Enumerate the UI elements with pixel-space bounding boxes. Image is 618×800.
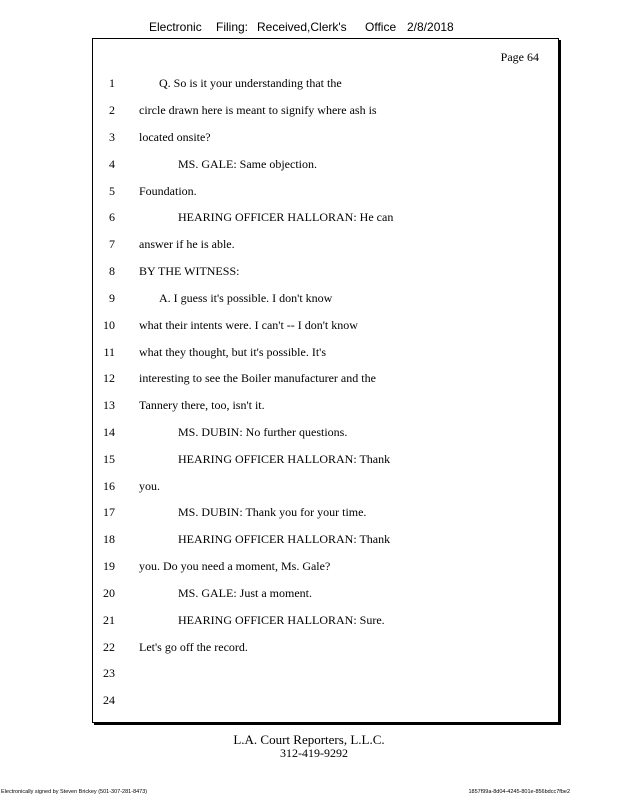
line-text: Foundation. bbox=[139, 184, 197, 198]
line-text: located onsite? bbox=[139, 130, 211, 144]
line-number: 12 bbox=[103, 371, 115, 385]
line-number: 2 bbox=[109, 103, 115, 117]
line-text: what their intents were. I can't -- I don't know bbox=[139, 318, 358, 332]
line-number: 1 bbox=[109, 76, 115, 90]
line-text: MS. DUBIN: No further questions. bbox=[178, 425, 348, 439]
line-number: 19 bbox=[103, 559, 115, 573]
line-text: you. bbox=[139, 479, 160, 493]
stamp-office: Office bbox=[365, 20, 397, 34]
transcript-page bbox=[92, 38, 559, 723]
stamp-electronic: Electronic bbox=[149, 20, 202, 34]
stamp-date: 2/8/2018 bbox=[407, 20, 454, 34]
electronic-signature: Electronically signed by Steven Brickey (501-307-281-8473) bbox=[1, 789, 148, 795]
page-number: Page 64 bbox=[500, 50, 539, 64]
line-text: what they thought, but it's possible. It's bbox=[139, 345, 326, 359]
line-number: 14 bbox=[103, 425, 115, 439]
line-text: HEARING OFFICER HALLORAN: Thank bbox=[178, 532, 391, 546]
reporter-company: L.A. Court Reporters, L.L.C. bbox=[233, 732, 385, 747]
line-number: 21 bbox=[103, 613, 115, 627]
line-text: Tannery there, too, isn't it. bbox=[139, 398, 265, 412]
line-text: interesting to see the Boiler manufacturer and the bbox=[139, 371, 376, 385]
line-text: MS. GALE: Same objection. bbox=[178, 157, 317, 171]
line-text: you. Do you need a moment, Ms. Gale? bbox=[139, 559, 331, 573]
line-number: 16 bbox=[103, 479, 115, 493]
line-number: 23 bbox=[103, 666, 115, 680]
line-text: circle drawn here is meant to signify where ash is bbox=[139, 103, 377, 117]
filing-stamp bbox=[0, 20, 618, 36]
line-text: A. I guess it's possible. I don't know bbox=[159, 291, 333, 305]
line-number: 17 bbox=[103, 505, 115, 519]
line-text: HEARING OFFICER HALLORAN: Sure. bbox=[178, 613, 385, 627]
line-text: HEARING OFFICER HALLORAN: He can bbox=[178, 210, 394, 224]
line-number: 11 bbox=[103, 345, 115, 359]
line-number: 6 bbox=[109, 210, 115, 224]
line-number: 24 bbox=[103, 693, 115, 707]
stamp-received: Received,Clerk's bbox=[257, 20, 347, 34]
line-number: 18 bbox=[103, 532, 115, 546]
reporter-phone: 312-419-9292 bbox=[280, 746, 348, 760]
line-number: 20 bbox=[103, 586, 115, 600]
document-hash: 1857f99a-8d04-4245-801e-856bdcc7fbe2 bbox=[468, 789, 570, 795]
line-text: MS. GALE: Just a moment. bbox=[178, 586, 312, 600]
line-text: Q. So is it your understanding that the bbox=[159, 76, 342, 90]
line-number: 22 bbox=[103, 640, 115, 654]
line-text: answer if he is able. bbox=[139, 237, 235, 251]
line-number: 8 bbox=[109, 264, 115, 278]
line-number: 10 bbox=[103, 318, 115, 332]
line-number: 9 bbox=[109, 291, 115, 305]
line-text: MS. DUBIN: Thank you for your time. bbox=[178, 505, 367, 519]
stamp-filing: Filing: bbox=[216, 20, 249, 34]
line-number: 13 bbox=[103, 398, 115, 412]
line-number: 7 bbox=[109, 237, 115, 251]
line-number: 15 bbox=[103, 452, 115, 466]
line-text: HEARING OFFICER HALLORAN: Thank bbox=[178, 452, 391, 466]
line-text: Let's go off the record. bbox=[139, 640, 248, 654]
line-text: BY THE WITNESS: bbox=[139, 264, 240, 278]
line-number: 4 bbox=[109, 157, 115, 171]
line-number: 3 bbox=[109, 130, 115, 144]
line-number: 5 bbox=[109, 184, 115, 198]
